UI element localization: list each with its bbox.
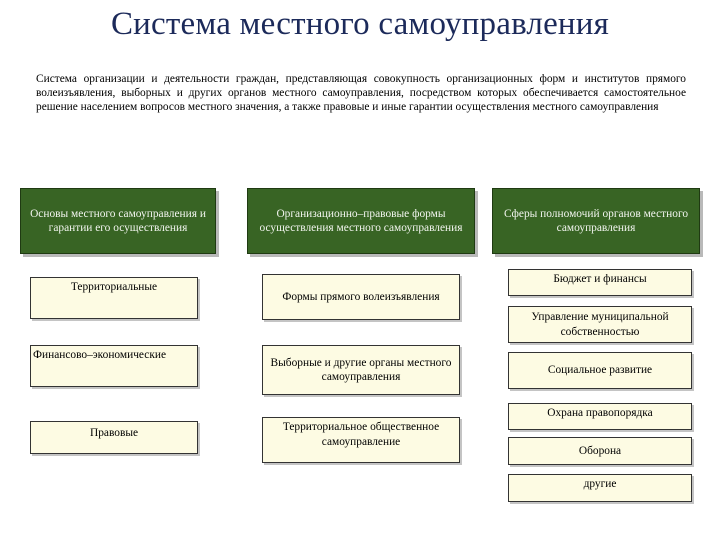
item-social-development: Социальное развитие [508, 352, 692, 389]
item-territorial: Территориальные [30, 277, 198, 319]
header-forms: Организационно–правовые формы осуществления местного самоуправления [247, 188, 475, 254]
item-direct-expression: Формы прямого волеизъявления [262, 274, 460, 320]
item-other: другие [508, 474, 692, 502]
item-territorial-self-government: Территориальное общественное самоуправление [262, 417, 460, 463]
item-elected-bodies: Выборные и другие органы местного самоуправления [262, 345, 460, 395]
definition-text: Система организации и деятельности граждан, представляющая совокупность организационных форм и институтов прямого волеизъявления, выборных и других органов местного самоуправления, посредством которых обеспечивается самостоятельное решение населением вопросов местного значения, а также правовые и иные гарантии осуществления местного самоуправления [36, 73, 686, 114]
item-budget: Бюджет и финансы [508, 269, 692, 296]
item-defense: Оборона [508, 437, 692, 465]
item-financial-economic: Финансово–экономические [30, 345, 198, 387]
header-foundations: Основы местного самоуправления и гарантии его осуществления [20, 188, 216, 254]
item-municipal-property: Управление муниципальной собственностью [508, 306, 692, 343]
page-title: Система местного самоуправления [110, 6, 610, 42]
header-powers: Сферы полномочий органов местного самоуправления [492, 188, 700, 254]
item-law-enforcement: Охрана правопорядка [508, 403, 692, 430]
item-legal: Правовые [30, 421, 198, 454]
